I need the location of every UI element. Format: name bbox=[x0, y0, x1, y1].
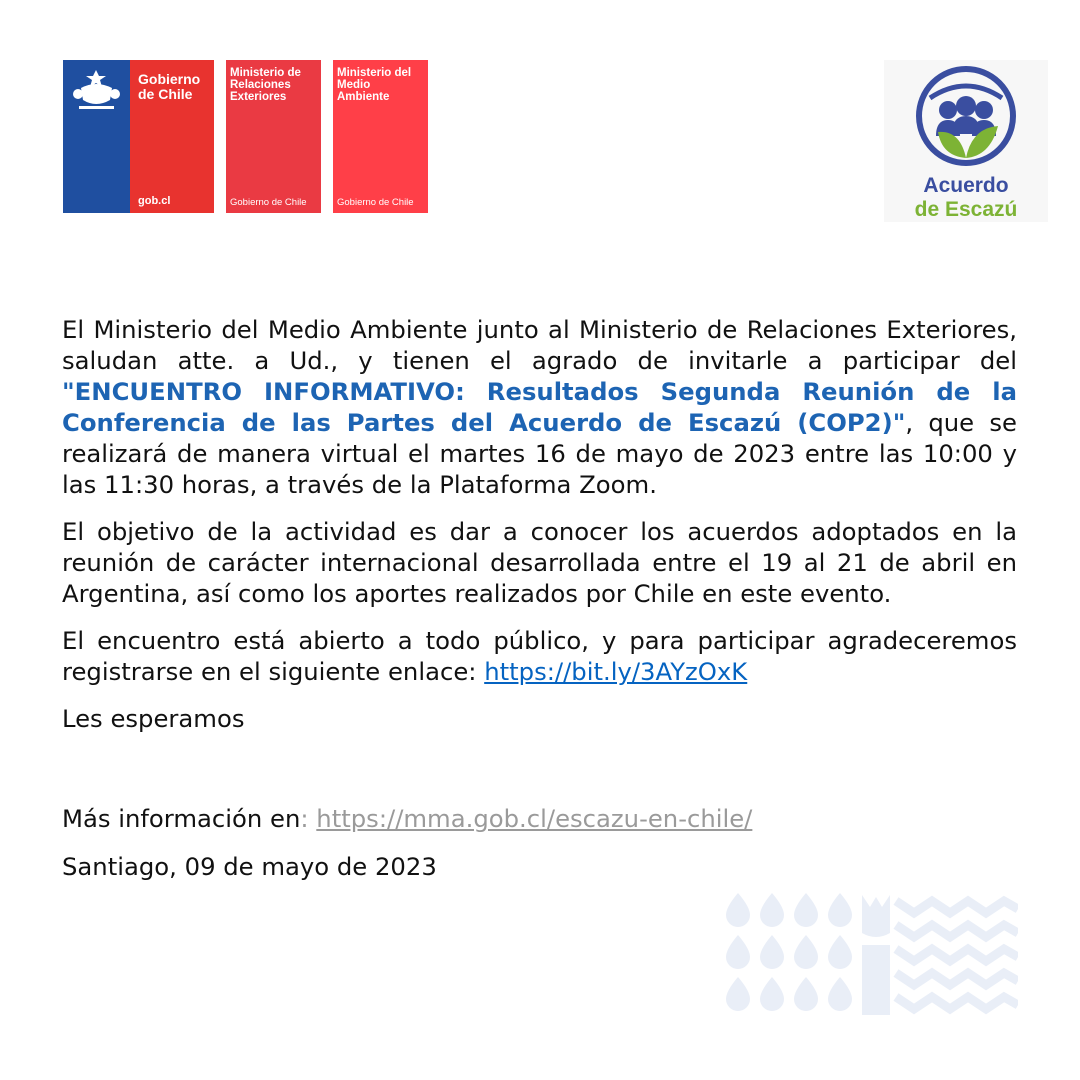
ministerio-mma-footer: Gobierno de Chile bbox=[337, 197, 414, 208]
escazu-logo-line1: Acuerdo bbox=[923, 174, 1009, 197]
ministerio-rree-logo bbox=[226, 60, 321, 213]
ministerio-rree-footer: Gobierno de Chile bbox=[230, 197, 307, 208]
invitation-body bbox=[62, 314, 1017, 750]
escazu-logo-line2: de Escazú bbox=[914, 198, 1018, 221]
place-date: Santiago, 09 de mayo de 2023 bbox=[62, 852, 437, 881]
acuerdo-escazu-logo bbox=[884, 60, 1048, 222]
paragraph-objective: El objetivo de la actividad es dar a conocer los acuerdos adoptados en la reunión de carácter internacional desarrollada entre el 19 al 21 de abril en Argentina, así como los aportes realizados por Chile en este evento. bbox=[62, 517, 1017, 608]
coat-of-arms-icon bbox=[69, 66, 124, 116]
ministerio-mma-title: Ministerio del Medio Ambiente bbox=[337, 67, 412, 103]
escazu-people-leaf-icon bbox=[912, 64, 1020, 172]
paragraph-invitation bbox=[62, 314, 1017, 500]
ministerio-rree-title: Ministerio de Relaciones Exteriores bbox=[230, 67, 301, 103]
more-info-link[interactable]: https://mma.gob.cl/escazu-en-chile/ bbox=[316, 804, 753, 833]
invitation-text-end: , que se realizará de manera virtual el martes 16 de mayo de 2023 entre las 10:00 y las 11:30 horas, a través de la Plataforma Zoom. bbox=[62, 408, 1017, 499]
gobierno-url: gob.cl bbox=[138, 195, 171, 207]
paragraph-registration bbox=[62, 625, 1017, 687]
closing-line: Les esperamos bbox=[62, 704, 245, 733]
gobierno-title: Gobierno de Chile bbox=[138, 71, 201, 102]
decorative-water-pattern bbox=[726, 893, 1018, 1015]
gobierno-de-chile-logo-blue bbox=[63, 60, 130, 213]
event-title: "ENCUENTRO INFORMATIVO: Resultados Segunda Reunión de la Conferencia de las Partes del Acuerdo de Escazú (COP2)" bbox=[62, 377, 1017, 437]
government-logos bbox=[63, 60, 440, 214]
registration-text: El encuentro está abierto a todo público, y para participar agradeceremos registrarse en el siguiente enlace: bbox=[62, 626, 1017, 686]
ministerio-mma-logo bbox=[333, 60, 428, 213]
invitation-text-start: El Ministerio del Medio Ambiente junto al Ministerio de Relaciones Exteriores, saludan atte. a Ud., y tienen el agrado de invitarle a participar del bbox=[62, 315, 1017, 375]
more-info-line bbox=[62, 803, 752, 834]
more-info-label: Más información en bbox=[62, 804, 301, 833]
more-info-colon: : bbox=[300, 804, 309, 833]
gobierno-de-chile-logo-red bbox=[130, 60, 214, 213]
registration-link[interactable]: https://bit.ly/3AYzOxK bbox=[484, 657, 748, 686]
